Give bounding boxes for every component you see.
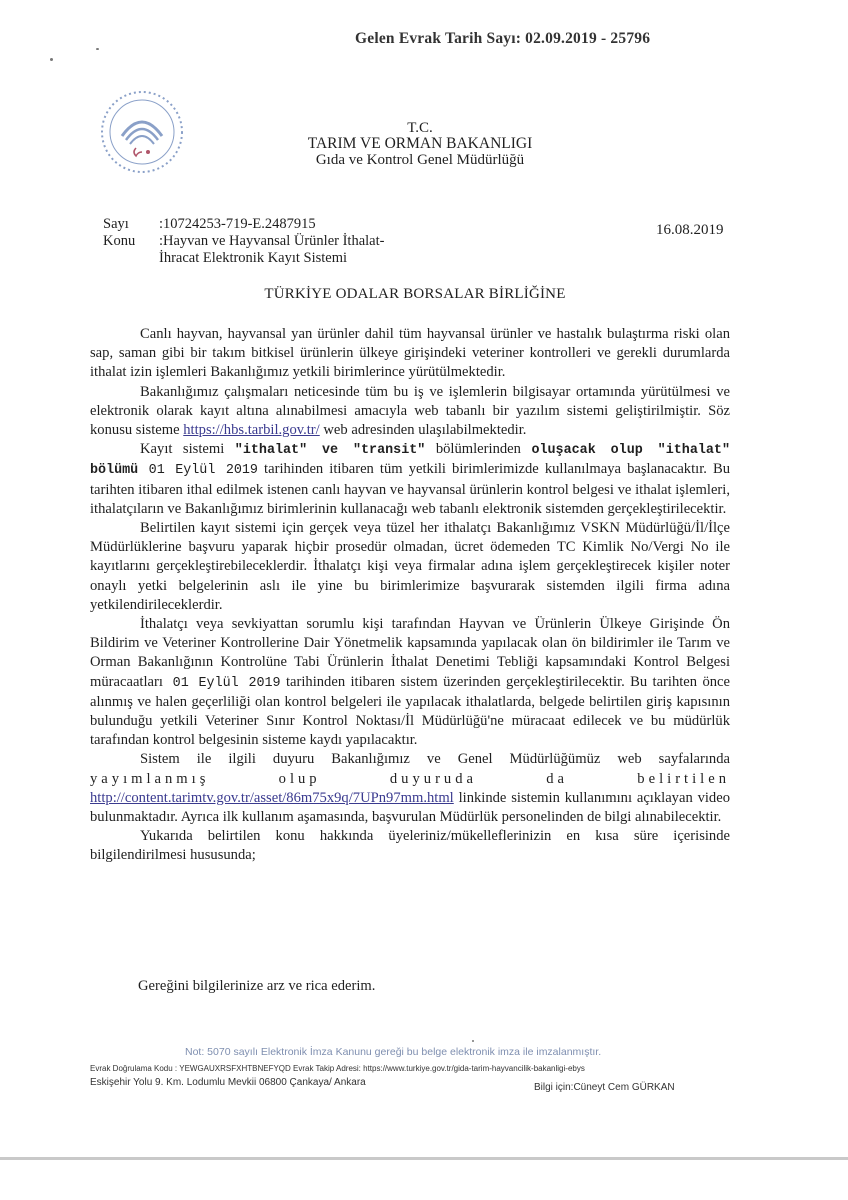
paragraph-7: Yukarıda belirtilen konu hakkında üyeleriniz/mükelleflerinizin en kısa süre içerisinde bilgilendirilmesi hususunda; [90, 828, 730, 864]
electronic-signature-note: Not: 5070 sayılı Elektronik İmza Kanunu gereği bu belge elektronik imza ile imzalanmıştır. [185, 1046, 602, 1058]
paragraph-2: Bakanlığımız çalışmaları neticesinde tüm bu iş ve işlemlerin bilgisayar ortamında yürütülmesi ve elektronik olarak kayıt altına alınabilmesi amacıyla web tabanlı bir yazılım sistemi geliştirilmiştir. Söz konusu sisteme https://hbs.tarbil.gov.tr/ web adresinden ulaşılabilmektedir. [90, 383, 730, 439]
paragraph-1: Canlı hayvan, hayvansal yan ürünler dahil tüm hayvansal ürünler ve hastalık bulaştırma riski olan sap, saman gibi bir takım bitkisel ürünlerin ülkeye girişindeki veteriner kontrolleri ve gerekli durumlarda ithalat izin işlemleri Bakanlığımız yetkili birimlerince yürütülmektedir. [90, 326, 730, 381]
scan-speck [472, 1040, 474, 1042]
letter-body [90, 325, 730, 866]
verification-code-line: Evrak Doğrulama Kodu : YEWGAUXRSFXHTBNEFYQD Evrak Takip Adresi: https://www.turkiye.gov.tr/gida-tarim-hayvancilik-bakanligi-ebys [90, 1064, 585, 1073]
directorate-name: Gıda ve Kontrol Genel Müdürlüğü [315, 152, 525, 168]
paragraph-4: Belirtilen kayıt sistemi için gerçek veya tüzel her ithalatçı Bakanlığımız VSKN Müdürlüğü/İl/İlçe Müdürlüklerine başvuru yaparak hiçbir prosedür olmadan, ücret ödemeden TC Kimlik No/Vergi No ile kayıtlarını gerçekleştirebileceklerdir. İthalatçı kişi veya firmalar adına işlem gerçekleştirecek kişiler noter onaylı yetki belgelerinin aslı ile yine bu birimlerimize başvurarak sistemden ilgili firma adına yetkilendirileceklerdir. [90, 520, 730, 613]
tc-heading: T.C. [407, 120, 433, 136]
contact-info: Bilgi için:Cüneyt Cem GÜRKAN [534, 1082, 675, 1093]
incoming-document-stamp: Gelen Evrak Tarih Sayı: 02.09.2019 - 25796 [355, 30, 651, 47]
paragraph-6: Sistem ile ilgili duyuru Bakanlığımız ve Genel Müdürlüğümüz web sayfalarında yayımlanmış olup duyuruda da belirtilen http://content.tarimtv.gov.tr/asset/86m75x9q/7UPn97mm.html linkinde sistemin kullanımını açıklayan video bulunmaktadır. Ayrıca ilk kullanım aşamasında, başvurulan Müdürlük personelinden de bilgi alınabilecektir. [90, 751, 730, 826]
closing-line: Gereğini bilgilerinize arz ve rica ederim. [138, 978, 376, 994]
ministry-logo [100, 90, 184, 174]
konu-value-line2: İhracat Elektronik Kayıt Sistemi [159, 250, 348, 266]
hbs-link[interactable]: https://hbs.tarbil.gov.tr/ [183, 422, 320, 439]
konu-label: Konu [103, 233, 136, 249]
sayi-value: :10724253-719-E.2487915 [159, 216, 316, 232]
bottom-rule [0, 1157, 848, 1160]
scan-speck [96, 48, 99, 50]
paragraph-5: İthalatçı veya sevkiyattan sorumlu kişi tarafından Hayvan ve Ürünlerin Ülkeye Girişinde Ön Bildirim ve Veteriner Kontrollerine Dair Yönetmelik kapsamında yapılacak olan ön bildirimler ile Tarım ve Orman Bakanlığının Kontrolüne Tabi Ürünlerin İthalat Denetimi Tebliği kapsamındaki Kontrol Belgesi müracaatları 01 Eylül 2019 tarihinden itibaren sistem üzerinden gerçekleştirilecektir. Bu tarihten önce alınmış ve halen geçerliliği olan kontrol belgeleri ile yapılacak ithalatlarda, belgede belirtilen giriş kapısının bulunduğu yetkili Veteriner Sınır Kontrol Noktası/İl Müdürlüğü'ne müracaat edilecek ve bu müdürlük tarafından kontrol belgesinin sisteme kaydı yapılacaktır. [90, 616, 731, 749]
scan-speck [50, 58, 53, 61]
ministry-address: Eskişehir Yolu 9. Km. Lodumlu Mevkii 06800 Çankaya/ Ankara [90, 1077, 366, 1088]
ministry-name: TARIM VE ORMAN BAKANLIGI [307, 135, 533, 152]
document-date: 16.08.2019 [656, 222, 724, 238]
paragraph-3: Kayıt sistemi "ithalat" ve "transit" bölümlerinden oluşacak olup "ithalat" bölümü 01 Eylül 2019 tarihinden itibaren tüm yetkili birimlerimizde kullanılmaya başlanacaktır. Bu tarihten itibaren ithal edilmek istenen canlı hayvan ve hayvansal ürünlerin kontrol belgesi ve ithalat işlemleri, ithalatçıların ve Bakanlığımız birimlerinin kullanacağı web tabanlı elektronik sistemden gerçekleştirilecektir. [90, 441, 731, 517]
document-meta [103, 216, 439, 267]
letterhead [240, 120, 600, 168]
recipient: TÜRKİYE ODALAR BORSALAR BİRLİĞİNE [264, 286, 566, 302]
video-link[interactable]: http://content.tarimtv.gov.tr/asset/86m75x9q/7UPn97mm.html [90, 789, 454, 806]
konu-value-line1: :Hayvan ve Hayvansal Ürünler İthalat- [159, 233, 385, 249]
sayi-label: Sayı [103, 216, 129, 232]
